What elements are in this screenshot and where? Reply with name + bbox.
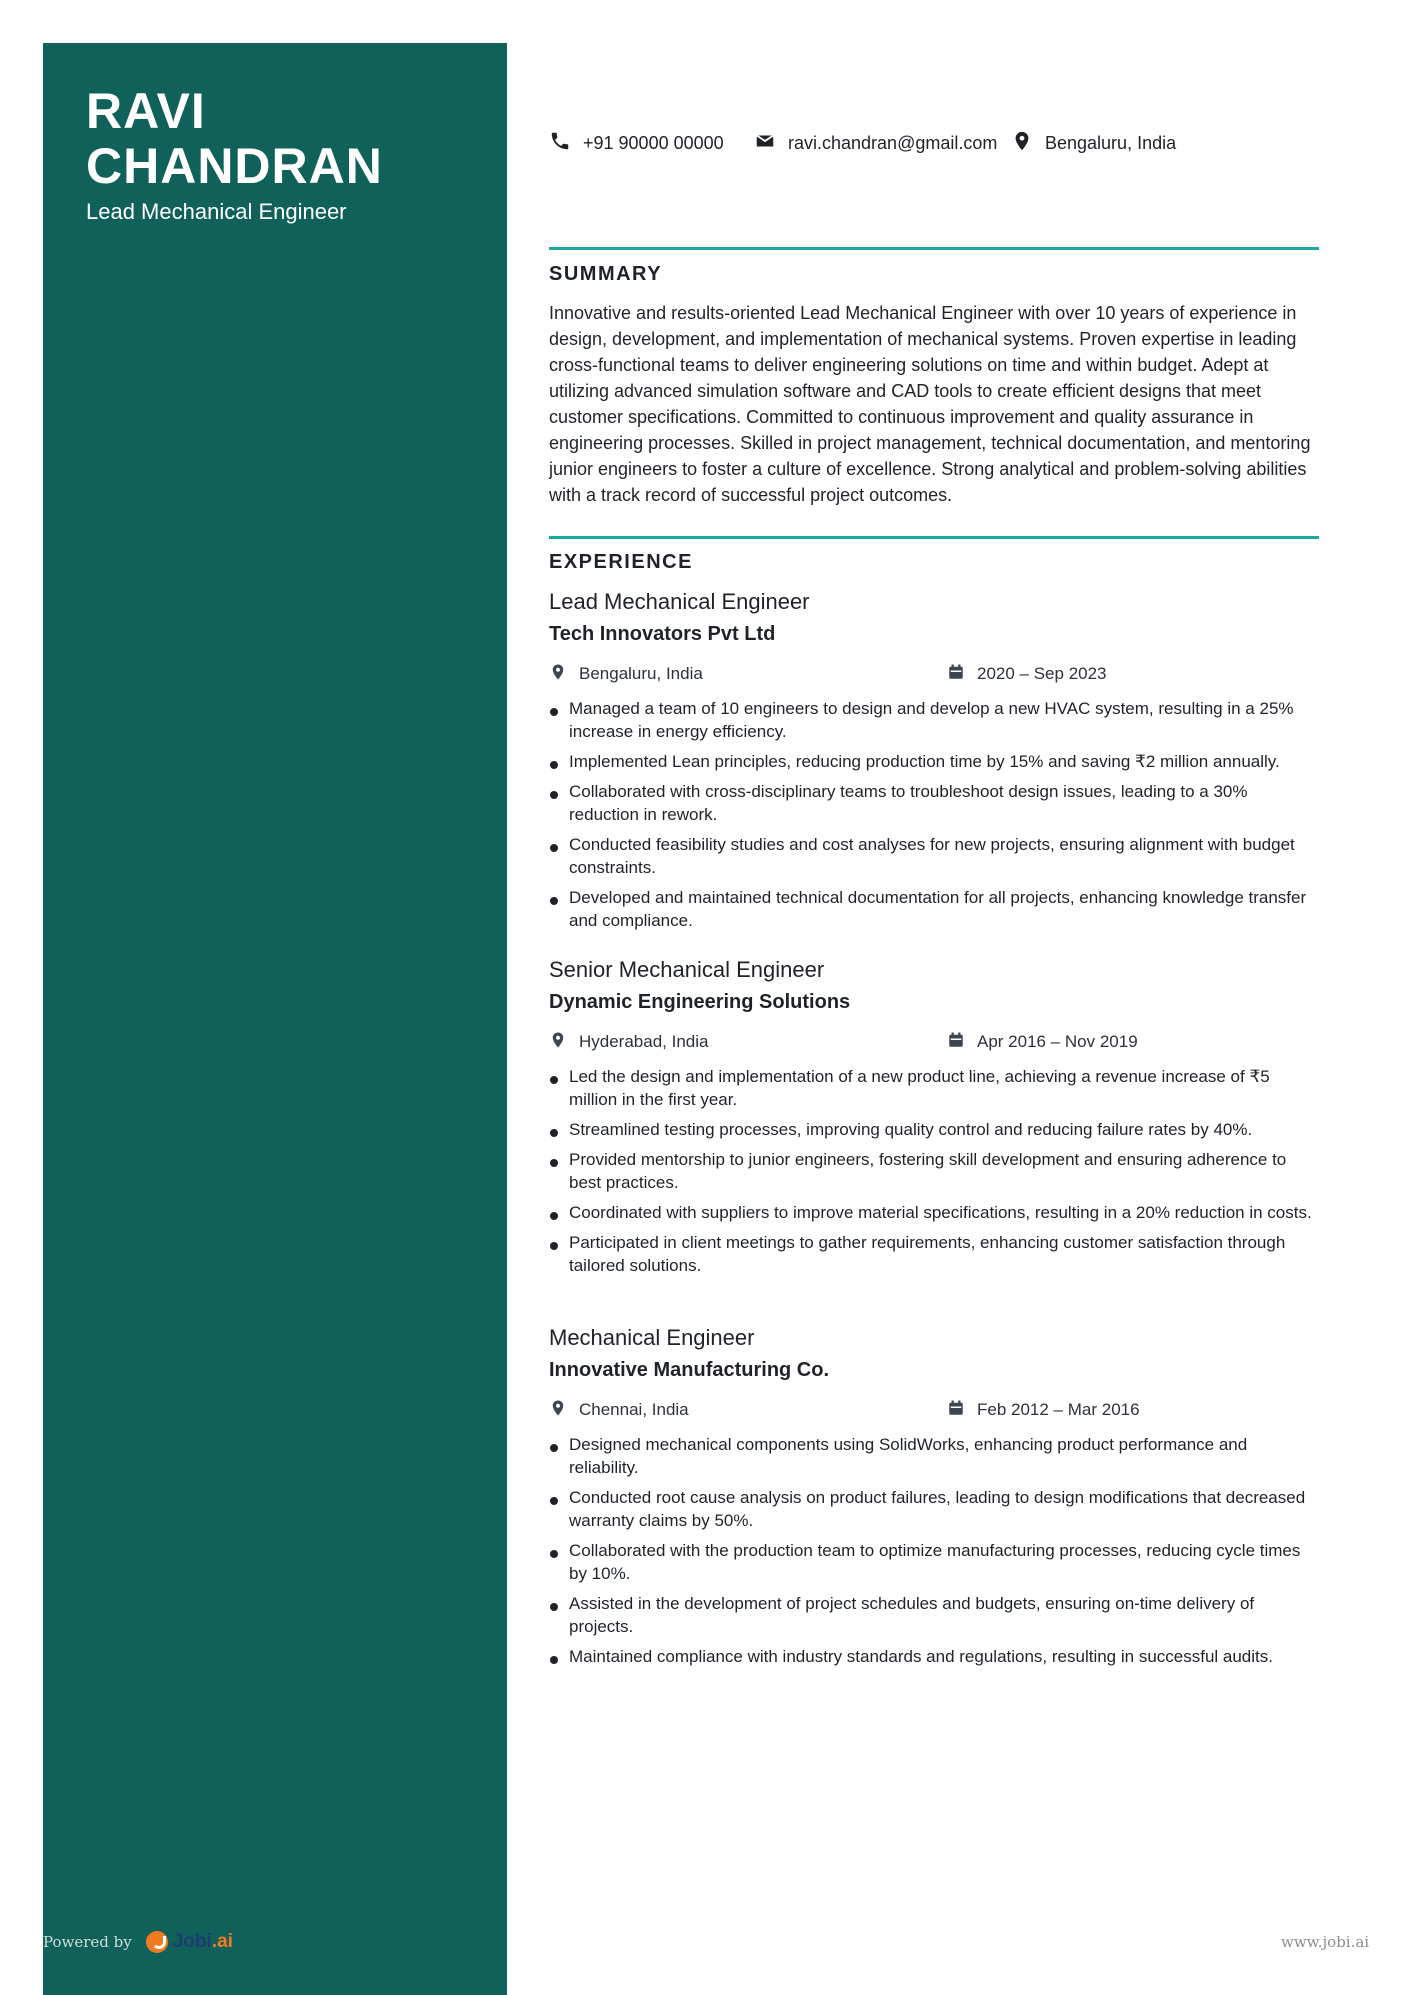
list-item: Conducted root cause analysis on product failures, leading to design modifications that decreased warranty claims by 50%.	[549, 1486, 1319, 1532]
site-link[interactable]: www.jobi.ai	[1281, 1933, 1370, 1951]
job-dates-text: 2020 – Sep 2023	[977, 664, 1107, 683]
sidebar-panel	[43, 43, 507, 1995]
location-pin-icon	[549, 1030, 579, 1055]
candidate-name	[86, 84, 486, 194]
jobi-logo-ext: .ai	[211, 1931, 233, 1952]
company-name: Innovative Manufacturing Co.	[549, 1359, 830, 1381]
list-item: Managed a team of 10 engineers to design and develop a new HVAC system, resulting in a 25% increase in energy efficiency.	[549, 697, 1319, 743]
job-location	[549, 662, 703, 686]
calendar-icon	[947, 1030, 977, 1055]
phone-icon	[549, 130, 583, 157]
section-divider	[549, 536, 1319, 539]
job-location	[549, 1030, 708, 1054]
jobi-logo[interactable]	[146, 1931, 233, 1953]
phone-text: +91 90000 00000	[583, 132, 724, 153]
list-item: Coordinated with suppliers to improve material specifications, resulting in a 20% reduction in costs.	[549, 1201, 1319, 1224]
powered-by-label: Powered by	[43, 1933, 132, 1951]
list-item: Participated in client meetings to gather requirements, enhancing customer satisfaction through tailored solutions.	[549, 1231, 1319, 1277]
job-location-text: Hyderabad, India	[579, 1032, 709, 1051]
job-dates	[947, 1030, 1138, 1054]
location-pin-icon	[549, 1398, 579, 1423]
job-title: Senior Mechanical Engineer	[549, 957, 825, 982]
summary-heading: SUMMARY	[549, 263, 663, 285]
email-text: ravi.chandran@gmail.com	[788, 132, 998, 153]
job-bullets	[549, 1065, 1319, 1284]
location-pin-icon	[1011, 130, 1045, 157]
experience-heading: EXPERIENCE	[549, 551, 693, 573]
location-pin-icon	[549, 662, 579, 687]
job-location	[549, 1398, 689, 1422]
list-item: Collaborated with cross-disciplinary teams to troubleshoot design issues, leading to a 30% reduction in rework.	[549, 780, 1319, 826]
list-item: Developed and maintained technical documentation for all projects, enhancing knowledge transfer and compliance.	[549, 886, 1319, 932]
contact-phone	[549, 129, 724, 157]
contact-location	[1011, 129, 1176, 157]
list-item: Led the design and implementation of a new product line, achieving a revenue increase of ₹5 million in the first year.	[549, 1065, 1319, 1111]
job-location-text: Bengaluru, India	[579, 664, 703, 683]
powered-by	[43, 1931, 233, 1953]
job-dates-text: Feb 2012 – Mar 2016	[977, 1400, 1140, 1419]
job-bullets	[549, 1433, 1319, 1675]
list-item: Provided mentorship to junior engineers, fostering skill development and ensuring adherence to best practices.	[549, 1148, 1319, 1194]
job-dates	[947, 1398, 1140, 1422]
job-dates	[947, 662, 1107, 686]
section-divider	[549, 247, 1319, 250]
calendar-icon	[947, 1398, 977, 1423]
list-item: Streamlined testing processes, improving quality control and reducing failure rates by 40%.	[549, 1118, 1319, 1141]
last-name: CHANDRAN	[86, 138, 383, 194]
list-item: Implemented Lean principles, reducing production time by 15% and saving ₹2 million annually.	[549, 750, 1319, 773]
job-title: Lead Mechanical Engineer	[549, 589, 810, 614]
mail-icon	[754, 130, 788, 157]
list-item: Assisted in the development of project schedules and budgets, ensuring on-time delivery of projects.	[549, 1592, 1319, 1638]
list-item: Maintained compliance with industry standards and regulations, resulting in successful audits.	[549, 1645, 1319, 1668]
list-item: Designed mechanical components using SolidWorks, enhancing product performance and reliability.	[549, 1433, 1319, 1479]
summary-text: Innovative and results-oriented Lead Mechanical Engineer with over 10 years of experience in design, development, and implementation of mechanical systems. Proven expertise in leading cross-functional teams to deliver engineering solutions on time and within budget. Adept at utilizing advanced simulation software and CAD tools to create efficient designs that meet customer specifications. Committed to continuous improvement and quality assurance in engineering processes. Skilled in project management, technical documentation, and mentoring junior engineers to foster a culture of excellence. Strong analytical and problem-solving abilities with a track record of successful project outcomes.	[549, 303, 1311, 505]
contact-email	[754, 129, 997, 157]
job-bullets	[549, 697, 1319, 939]
company-name: Tech Innovators Pvt Ltd	[549, 623, 776, 645]
job-location-text: Chennai, India	[579, 1400, 689, 1419]
first-name: RAVI	[86, 83, 206, 139]
calendar-icon	[947, 662, 977, 687]
jobi-logo-icon	[146, 1931, 168, 1953]
location-text: Bengaluru, India	[1045, 132, 1177, 153]
list-item: Conducted feasibility studies and cost analyses for new projects, ensuring alignment with budget constraints.	[549, 833, 1319, 879]
job-dates-text: Apr 2016 – Nov 2019	[977, 1032, 1138, 1051]
list-item: Collaborated with the production team to optimize manufacturing processes, reducing cycle times by 10%.	[549, 1539, 1319, 1585]
job-title: Mechanical Engineer	[549, 1325, 755, 1350]
jobi-logo-name: Jobi	[172, 1931, 212, 1952]
company-name: Dynamic Engineering Solutions	[549, 991, 851, 1013]
headline: Lead Mechanical Engineer	[86, 199, 347, 224]
